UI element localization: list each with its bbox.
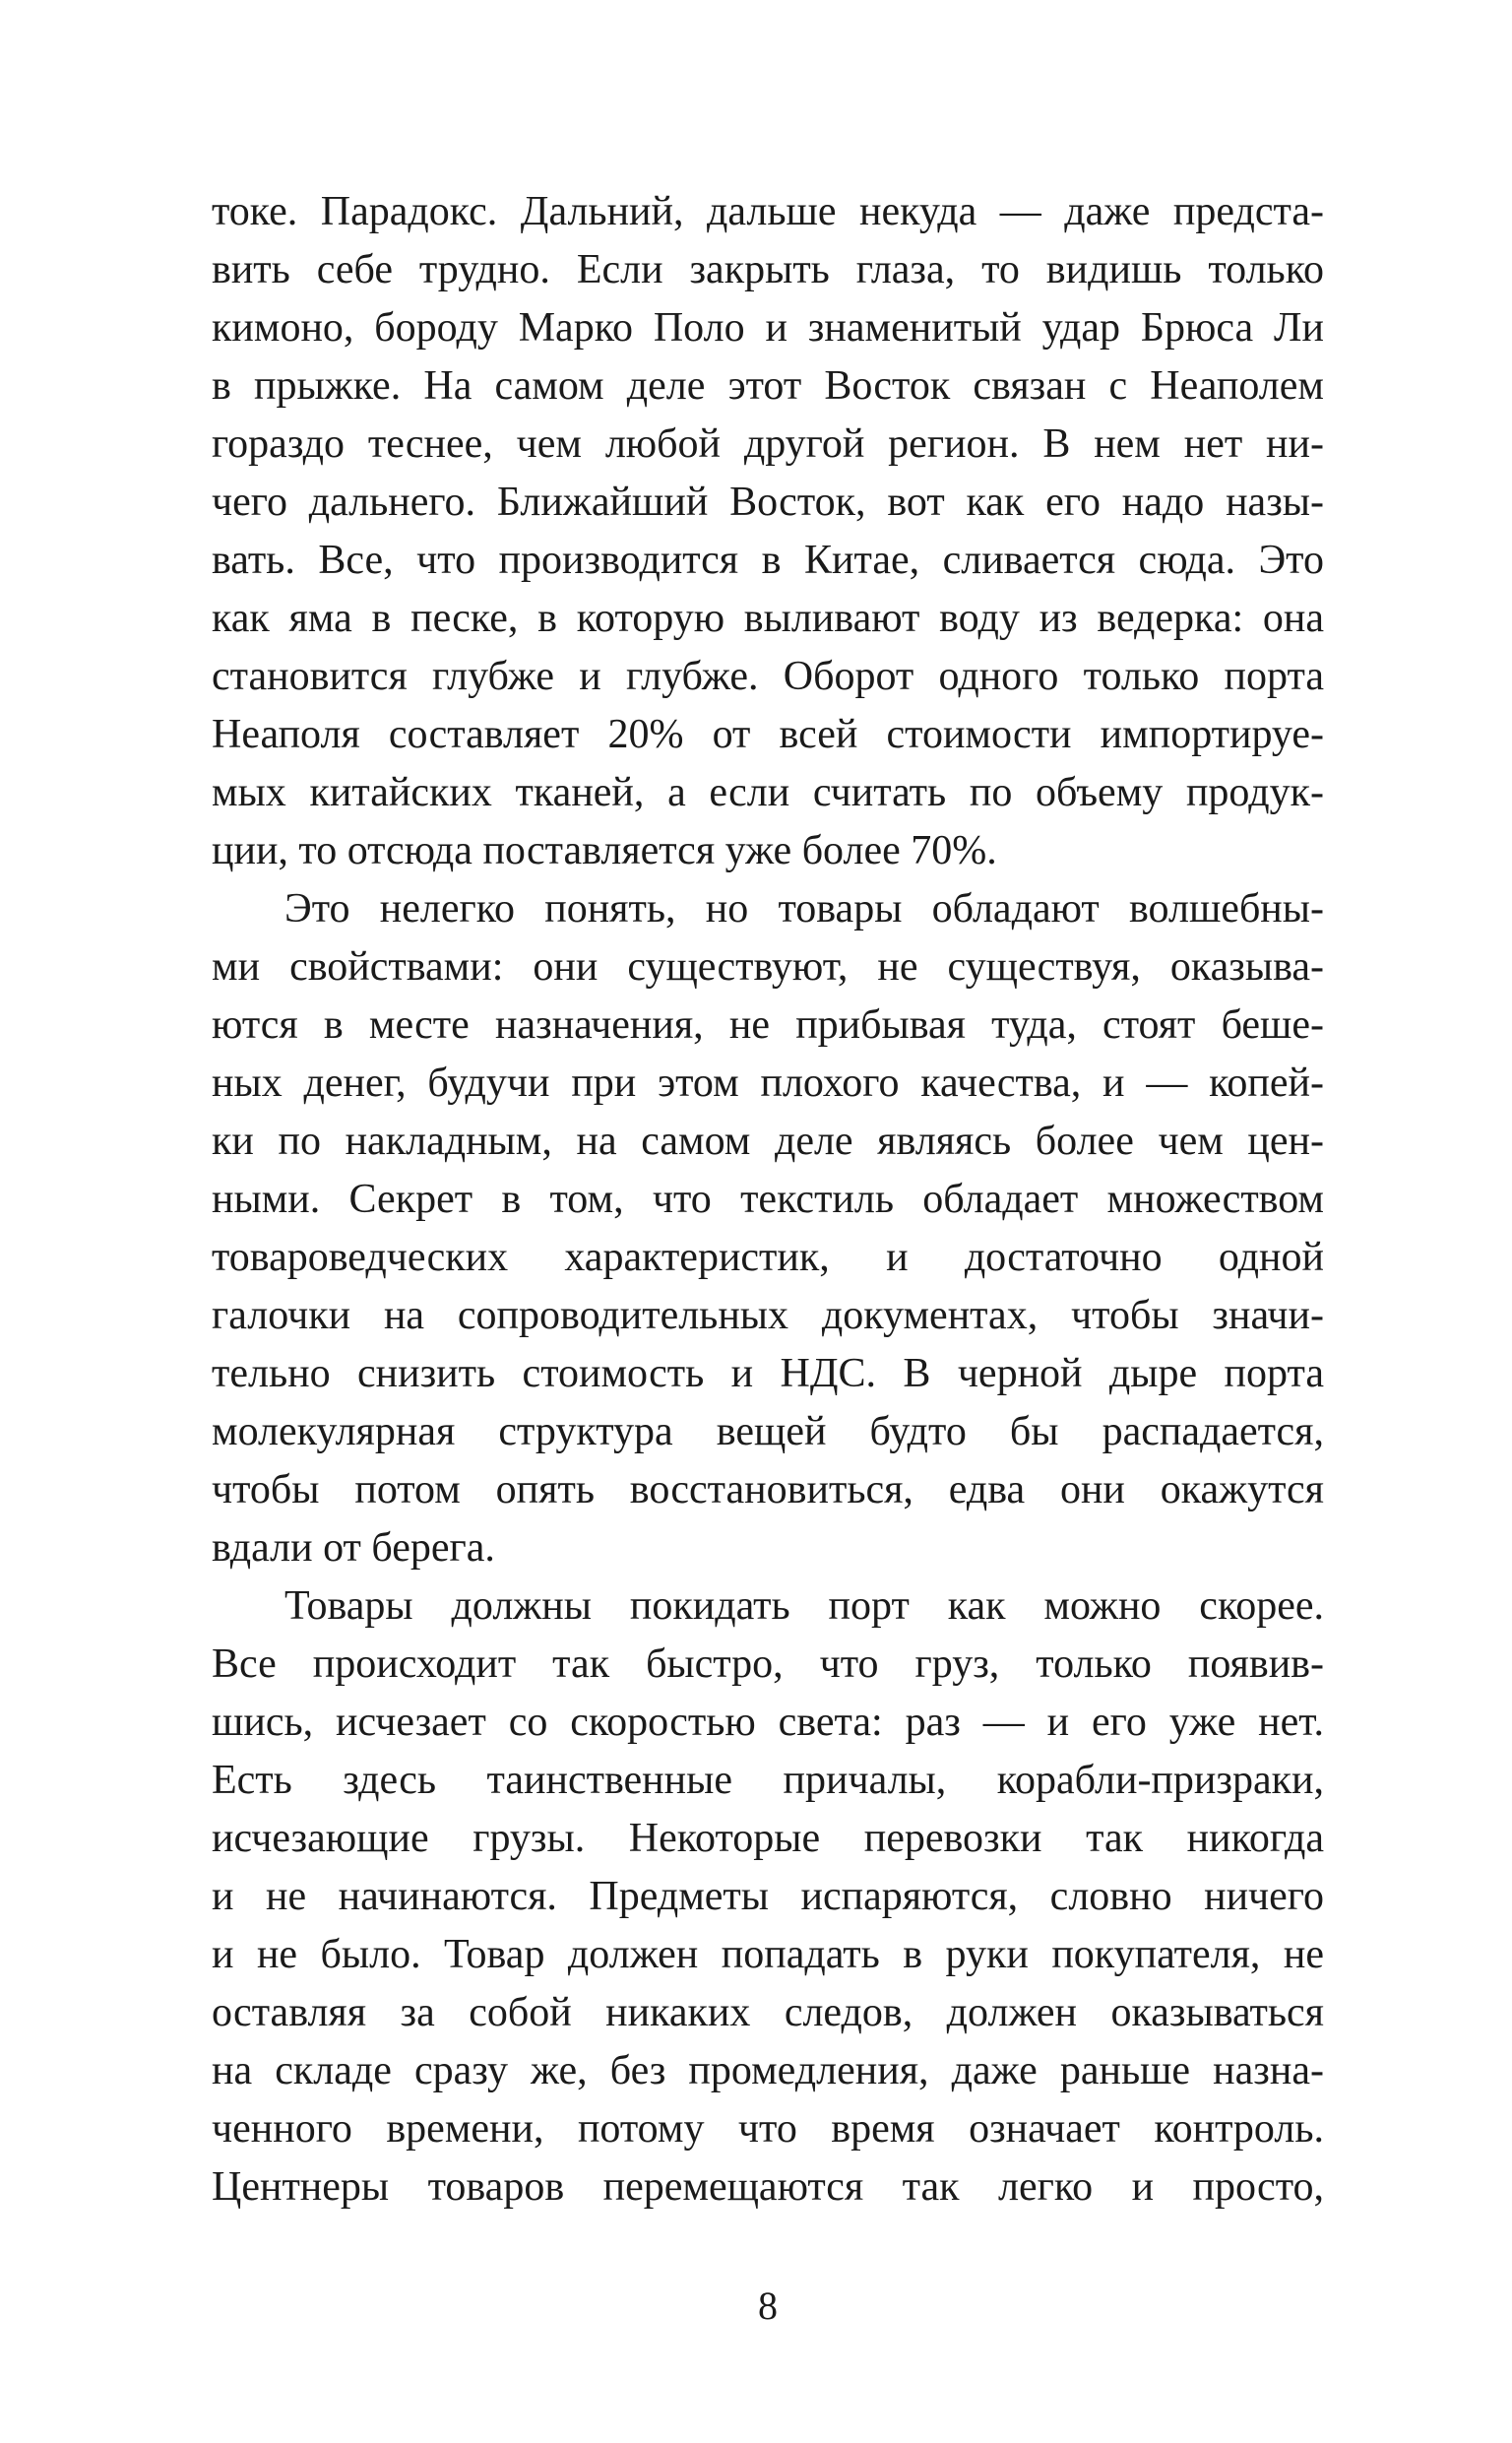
text-line: Это нелегко понять, но товары обладают волшебны- [284, 886, 1324, 932]
text-line: кимоно, бороду Марко Поло и знаменитый удар Брюса Ли [212, 305, 1324, 351]
text-line: ми свойствами: они существуют, не существуя, оказыва- [212, 944, 1324, 990]
text-line: вдали от берега. [212, 1525, 495, 1571]
text-line: Все происходит так быстро, что груз, только появив- [212, 1641, 1324, 1687]
text-line: Есть здесь таинственные причалы, корабли-призраки, [212, 1758, 1324, 1803]
text-line: чтобы потом опять восстановиться, едва они окажутся [212, 1467, 1324, 1512]
text-line: оставляя за собой никаких следов, должен оказываться [212, 1990, 1324, 2035]
text-line: ки по накладным, на самом деле являясь более чем цен- [212, 1119, 1324, 1164]
text-line: мых китайских тканей, а если считать по объему продук- [212, 770, 1324, 815]
text-line: шись, исчезает со скоростью света: раз — и его уже нет. [212, 1700, 1324, 1745]
text-line: ными. Секрет в том, что текстиль обладает множеством [212, 1177, 1324, 1222]
text-line: в прыжке. На самом деле этот Восток связан с Неаполем [212, 363, 1324, 409]
body-text [212, 183, 1324, 2217]
text-line: ченного времени, потому что время означает контроль. [212, 2106, 1324, 2152]
text-line: гораздо теснее, чем любой другой регион. В нем нет ни- [212, 421, 1324, 467]
text-line: становится глубже и глубже. Оборот одного только порта [212, 654, 1324, 699]
text-line: вить себе трудно. Если закрыть глаза, то видишь только [212, 247, 1324, 292]
text-line: исчезающие грузы. Некоторые перевозки так никогда [212, 1816, 1324, 1861]
text-line: товароведческих характеристик, и достаточно одной [212, 1235, 1324, 1280]
text-line: молекулярная структура вещей будто бы распадается, [212, 1409, 1324, 1454]
text-line: вать. Все, что производится в Китае, сливается сюда. Это [212, 538, 1324, 583]
text-line: чего дальнего. Ближайший Восток, вот как его надо назы- [212, 480, 1324, 525]
text-line: и не было. Товар должен попадать в руки покупателя, не [212, 1932, 1324, 1977]
text-line: на складе сразу же, без промедления, даже раньше назна- [212, 2048, 1324, 2093]
page-number: 8 [758, 2283, 778, 2328]
text-line: ции, то отсюда поставляется уже более 70%. [212, 828, 997, 873]
text-line: токе. Парадокс. Дальний, дальше некуда — даже предста- [212, 189, 1324, 234]
text-line: Товары должны покидать порт как можно скорее. [284, 1583, 1324, 1629]
text-line: и не начинаются. Предметы испаряются, словно ничего [212, 1874, 1324, 1919]
text-line: Неаполя составляет 20% от всей стоимости импортируе- [212, 712, 1324, 757]
text-line: Центнеры товаров перемещаются так легко и просто, [212, 2164, 1324, 2210]
text-line: тельно снизить стоимость и НДС. В черной дыре порта [212, 1351, 1324, 1396]
text-line: ются в месте назначения, не прибывая туда, стоят беше- [212, 1002, 1324, 1048]
text-line: ных денег, будучи при этом плохого качества, и — копей- [212, 1061, 1324, 1106]
text-line: галочки на сопроводительных документах, чтобы значи- [212, 1293, 1324, 1338]
text-line: как яма в песке, в которую выливают воду из ведерка: она [212, 596, 1324, 641]
